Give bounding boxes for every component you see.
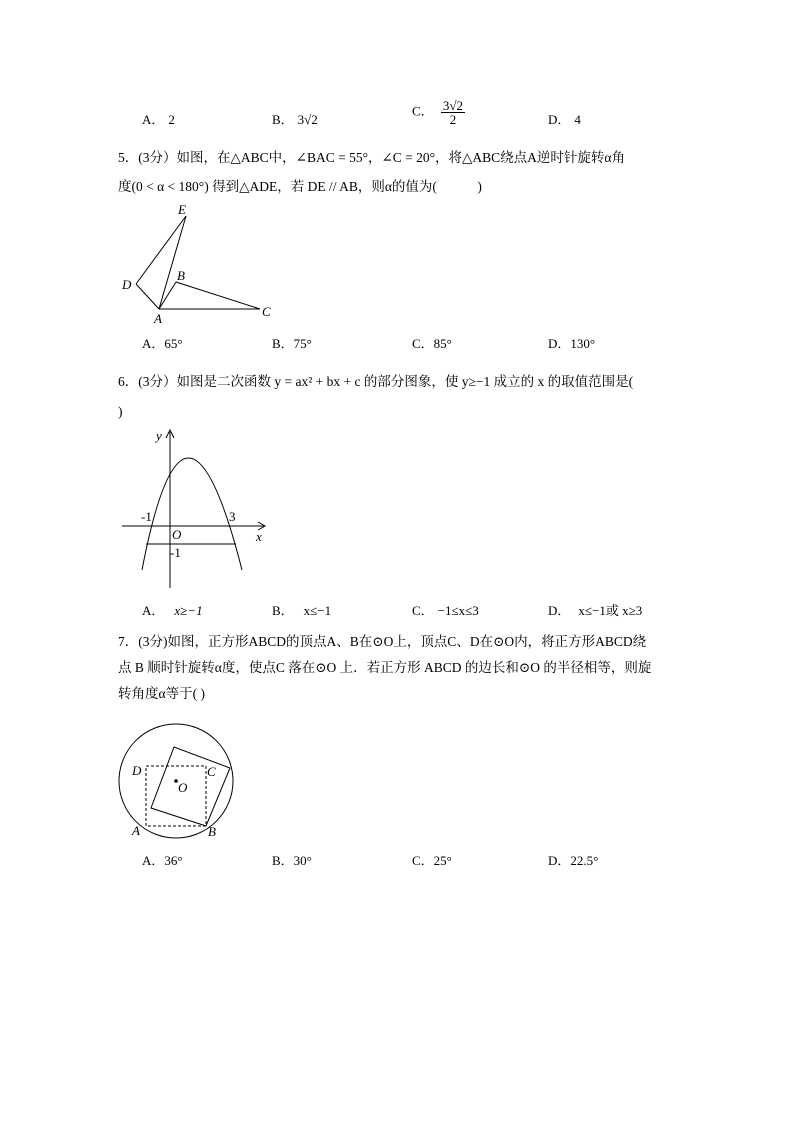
q7-label-c: C xyxy=(207,764,216,779)
q7-label-b: B xyxy=(208,824,216,839)
q5-label-a: A xyxy=(154,311,162,326)
q6-option-b[interactable]: B． x≤−1 xyxy=(272,603,332,618)
q5-label-b: B xyxy=(177,268,185,283)
q4-option-c[interactable]: C． $\frac{3√2}{2}$ xyxy=(412,98,464,127)
q6-label-y: y xyxy=(156,428,162,443)
q7-stem-line-2: 点 B 顺时针旋转α度，使点C 落在⊙O 上．若正方形 ABCD 的边长和⊙O 的半径相等，则旋 xyxy=(118,660,652,675)
q5-option-a[interactable]: A．65° xyxy=(142,336,183,351)
q7-option-c[interactable]: C．25° xyxy=(412,853,452,868)
q5-label-d: D xyxy=(122,277,132,292)
q6-label-origin: O xyxy=(172,527,182,542)
q5-segment-ae xyxy=(159,216,186,309)
q7-circle-square-figure xyxy=(118,720,248,842)
q5-label-c: C xyxy=(262,304,271,319)
q6-label-neg1-x: -1 xyxy=(141,509,152,524)
q6-option-a[interactable]: A． x≥−1 xyxy=(142,603,203,618)
q5-option-d[interactable]: D．130° xyxy=(548,336,596,351)
q7-label-d: D xyxy=(132,763,142,778)
q4-option-d[interactable]: D． 4 xyxy=(548,112,581,127)
q5-triangle-figure xyxy=(118,198,288,326)
q6-label-neg1-y: -1 xyxy=(170,545,181,560)
q6-label-x: x xyxy=(256,529,262,544)
q5-stem-line-2: 度(0 < α < 180°) 得到△ADE，若 DE // AB，则α的值为( ) xyxy=(118,179,482,194)
q4-option-a[interactable]: A． 2 xyxy=(142,112,175,127)
q6-stem-line-1: 6．(3分）如图是二次函数 y = ax² + bx + c 的部分图象，使 y≥−1 成立的 x 的取值范围是( xyxy=(118,374,634,389)
q4-option-b[interactable]: B． 3√2 xyxy=(272,112,318,127)
q6-parabola-curve xyxy=(142,458,242,570)
q7-option-a[interactable]: A．36° xyxy=(142,853,183,868)
q6-option-d[interactable]: D． x≤−1或 x≥3 xyxy=(548,603,643,618)
q5-segment-bc xyxy=(176,282,260,309)
q5-option-b[interactable]: B．75° xyxy=(272,336,312,351)
q7-option-d[interactable]: D．22.5° xyxy=(548,853,599,868)
q7-stem-line-1: 7．(3分)如图，正方形ABCD的顶点A、B在⊙O上，顶点C、D在⊙O内，将正方形ABCD绕 xyxy=(118,634,647,649)
q6-label-three: 3 xyxy=(229,509,236,524)
q7-label-o: O xyxy=(178,780,188,795)
q7-stem-line-3: 转角度α等于( ) xyxy=(118,686,205,701)
q5-segment-ab xyxy=(159,282,176,309)
q5-label-e: E xyxy=(178,202,186,217)
q5-option-c[interactable]: C．85° xyxy=(412,336,452,351)
q7-square-rotated xyxy=(151,747,230,826)
q4-option-c-fraction: $\frac{3√2}{2}$ xyxy=(442,98,464,127)
q6-parabola-figure xyxy=(118,424,278,592)
q5-segment-ad xyxy=(136,284,159,309)
q6-option-c[interactable]: C． −1≤x≤3 xyxy=(412,603,479,618)
q6-stem-line-2: ) xyxy=(118,404,123,419)
q5-stem-line-1: 5．(3分）如图，在△ABC中，∠BAC = 55°，∠C = 20°，将△ABC绕点A逆时针旋转α角 xyxy=(118,150,626,165)
q7-label-a: A xyxy=(132,823,140,838)
q7-option-b[interactable]: B．30° xyxy=(272,853,312,868)
